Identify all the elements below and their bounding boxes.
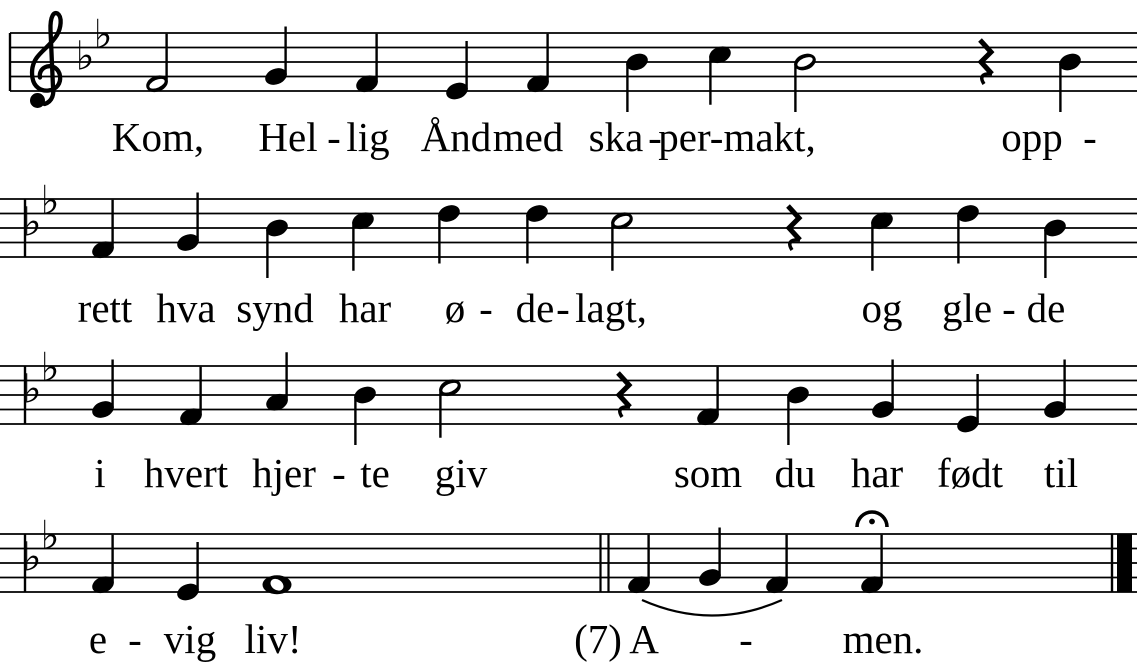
lyric-syllable: Ånd <box>420 114 492 160</box>
lyric-syllable: som <box>673 450 743 496</box>
rest-zigzag <box>980 40 992 74</box>
staff-system-2 <box>0 178 1137 331</box>
final-thick-bar <box>1117 534 1132 592</box>
lyric-syllable: med <box>492 114 564 160</box>
lyric-syllable: Hel <box>258 114 318 160</box>
note-f4-quarter <box>764 535 791 596</box>
lyric-syllable: hjer <box>252 450 316 496</box>
note-bb4-quarter <box>1057 51 1084 112</box>
note-g4-quarter <box>870 360 897 421</box>
note-c5-half <box>437 376 464 437</box>
lyric-syllable: lagt, <box>575 285 647 331</box>
staff-system-3 <box>0 345 1137 496</box>
rest-hook <box>790 240 800 250</box>
note-eb4-quarter <box>175 542 202 603</box>
lyric-syllable: de <box>1026 285 1066 331</box>
lyric-hyphen: - <box>1002 285 1016 331</box>
note-d5-quarter <box>955 202 982 263</box>
flat-sign-icon: ♭ <box>22 199 42 246</box>
lyric-syllable: har <box>338 285 392 331</box>
lyric-syllable: ska <box>588 114 644 160</box>
note-g4-quarter <box>90 360 117 421</box>
note-bb4-half <box>792 51 819 112</box>
note-c5-quarter <box>350 209 377 270</box>
lyric-syllable: rett <box>77 285 133 331</box>
lyric-syllable: hvert <box>143 450 229 496</box>
note-g4-quarter <box>1042 360 1069 421</box>
note-c5-quarter <box>869 209 896 270</box>
lyric-syllable: (7) <box>574 616 622 662</box>
lyric-syllable: født <box>936 450 1004 496</box>
lyric-syllable: e <box>88 616 108 662</box>
flat-sign-icon: ♭ <box>22 534 42 581</box>
treble-clef-icon <box>30 13 61 108</box>
flat-sign-icon: ♭ <box>75 33 95 80</box>
lyric-syllable: lig <box>346 114 390 160</box>
lyric-syllable: liv! <box>244 616 302 662</box>
lyric-hyphen: - <box>648 114 662 160</box>
note-bb4-quarter <box>785 384 812 445</box>
lyric-hyphen: - <box>327 114 341 160</box>
lyric-syllable: i <box>94 450 106 496</box>
lyric-syllable: giv <box>434 450 488 496</box>
note-c5-half <box>609 209 636 270</box>
note-f4-quarter <box>90 200 117 261</box>
lyric-hyphen: - <box>556 285 570 331</box>
note-bb4-quarter <box>264 217 291 278</box>
note-f4-half <box>144 34 171 95</box>
note-f4-quarter <box>695 367 722 428</box>
fermata-dot <box>869 519 875 525</box>
note-eb4-quarter <box>444 41 471 102</box>
note-f4-quarter <box>525 34 552 95</box>
lyric-syllable: de <box>515 285 555 331</box>
note-f4-quarter <box>90 535 117 596</box>
rest-zigzag <box>788 206 800 240</box>
rest-hook <box>982 74 992 84</box>
lyric-syllable: og <box>861 285 903 331</box>
lyric-syllable: du <box>774 450 816 496</box>
note-a4-quarter <box>264 352 291 413</box>
note-d5-quarter <box>436 202 463 263</box>
flat-sign-icon: ♭ <box>40 344 60 391</box>
note-f4-quarter <box>354 34 381 95</box>
clef-bottom-blob <box>30 93 45 108</box>
flat-sign-icon: ♭ <box>93 11 113 58</box>
note-d5-quarter <box>524 202 551 263</box>
lyric-hyphen: - <box>1083 114 1097 160</box>
fermata-icon <box>857 512 887 527</box>
rest-hook <box>620 407 630 417</box>
lyric-syllable: men. <box>842 616 924 662</box>
flat-sign-icon: ♭ <box>40 177 60 224</box>
staff-system-4 <box>0 512 1137 662</box>
lyric-syllable: ø <box>444 285 466 331</box>
lyric-syllable: A <box>629 616 659 662</box>
note-g4-quarter <box>263 27 290 88</box>
lyric-syllable: per-makt, <box>658 114 816 160</box>
note-g4-quarter <box>697 528 724 589</box>
lyric-hyphen: - <box>739 616 753 662</box>
flat-sign-icon: ♭ <box>40 512 60 559</box>
lyric-syllable: har <box>850 450 904 496</box>
note-f4-whole <box>263 575 292 594</box>
note-bb4-quarter <box>624 51 651 112</box>
lyric-syllable: synd <box>236 285 314 331</box>
note-c5-quarter <box>707 43 734 104</box>
lyric-syllable: Kom, <box>111 114 205 160</box>
note-f4-quarter <box>178 367 205 428</box>
note-eb4-quarter <box>955 374 982 435</box>
flat-sign-icon: ♭ <box>22 366 42 413</box>
lyric-hyphen: - <box>479 285 493 331</box>
staff-system-1 <box>10 12 1137 160</box>
lyric-hyphen: - <box>128 616 142 662</box>
note-f4-quarter <box>626 535 653 596</box>
slur <box>642 600 782 616</box>
lyric-syllable: opp <box>1001 114 1063 160</box>
lyric-syllable: gle <box>941 285 993 331</box>
lyric-syllable: hva <box>156 285 216 331</box>
note-f4-quarter <box>859 535 886 596</box>
rest-zigzag <box>618 373 630 407</box>
note-bb4-quarter <box>352 384 379 445</box>
lyric-syllable: te <box>360 450 390 496</box>
note-bb4-quarter <box>1042 217 1069 278</box>
lyric-syllable: til <box>1043 450 1079 496</box>
lyric-hyphen: - <box>332 450 346 496</box>
note-g4-quarter <box>175 193 202 254</box>
lyric-syllable: vig <box>163 616 217 662</box>
